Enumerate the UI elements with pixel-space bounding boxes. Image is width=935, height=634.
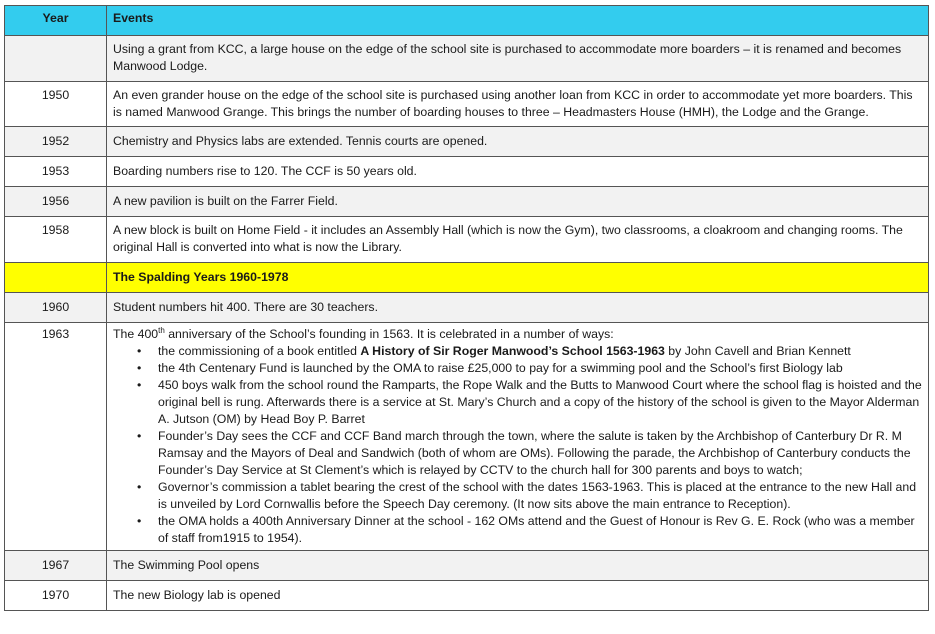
table-row xyxy=(5,127,929,157)
anniversary-intro: The 400th anniversary of the School’s founding in 1563. It is celebrated in a number of ways: xyxy=(113,325,614,341)
table-row xyxy=(5,36,929,82)
list-item: • Founder’s Day sees the CCF and CCF Band march through the town, where the salute is taken by the Archbishop of Canterbury Dr R. M Ramsay and the Mayors of Deal and Sandwich (both of whom are OMs). Following the parade, the Archbishop of Canterbury conducts the Founder’s Day Service at St Clement’s which is relayed by CCTV to the church hall for 300 parents and boys to watch; xyxy=(137,429,911,477)
events-cell: Chemistry and Physics labs are extended. Tennis courts are opened. xyxy=(107,127,929,157)
bullet-icon: • xyxy=(137,429,142,443)
list-item: • the 4th Centenary Fund is launched by the OMA to raise £25,000 to pay for a swimming pool and the School’s first Biology lab xyxy=(137,361,843,375)
table-header-row xyxy=(5,6,929,36)
year-cell xyxy=(5,263,107,293)
year-cell: 1967 xyxy=(5,551,107,581)
year-cell xyxy=(5,36,107,82)
year-cell: 1950 xyxy=(5,82,107,127)
era-heading-row xyxy=(5,263,929,293)
bullet-icon: • xyxy=(137,480,142,494)
list-item: • 450 boys walk from the school round the Ramparts, the Rope Walk and the Butts to Manwood Court where the school flag is hoisted and the original bell is rung. Afterwards there is a service at St. Mary’s Church and a copy of the history of the school is given to the Mayor Alderman A. Jutson (OM) by Head Boy P. Barret xyxy=(137,378,922,426)
table-row xyxy=(5,217,929,263)
celebration-list xyxy=(113,343,922,547)
table-row xyxy=(5,323,929,551)
events-cell: The Swimming Pool opens xyxy=(107,551,929,581)
table-row xyxy=(5,157,929,187)
events-cell: A new block is built on Home Field - it includes an Assembly Hall (which is now the Gym), two classrooms, a cloakroom and changing rooms. The original Hall is converted into what is now the Library. xyxy=(107,217,929,263)
events-cell: Boarding numbers rise to 120. The CCF is 50 years old. xyxy=(107,157,929,187)
list-item: • the commissioning of a book entitled A History of Sir Roger Manwood’s School 1563-1963 by John Cavell and Brian Kennett xyxy=(137,344,851,358)
year-cell: 1953 xyxy=(5,157,107,187)
events-cell: A new pavilion is built on the Farrer Field. xyxy=(107,187,929,217)
era-heading: The Spalding Years 1960-1978 xyxy=(107,263,929,293)
table-row xyxy=(5,581,929,611)
year-cell: 1956 xyxy=(5,187,107,217)
book-title: A History of Sir Roger Manwood’s School 1563-1963 xyxy=(360,344,665,358)
table-row xyxy=(5,551,929,581)
events-cell: Student numbers hit 400. There are 30 teachers. xyxy=(107,293,929,323)
events-column-header: Events xyxy=(107,6,929,36)
year-cell: 1960 xyxy=(5,293,107,323)
list-item: • the OMA holds a 400th Anniversary Dinner at the school - 162 OMs attend and the Guest of Honour is Rev G. E. Rock (who was a member of staff from1915 to 1954). xyxy=(137,514,915,545)
table-row xyxy=(5,82,929,127)
bullet-icon: • xyxy=(137,378,142,392)
bullet-icon: • xyxy=(137,344,142,358)
year-cell: 1963 xyxy=(5,323,107,551)
list-item: • Governor’s commission a tablet bearing the crest of the school with the dates 1563-1963. This is placed at the entrance to the new Hall and is unveiled by Lord Cornwallis before the Speech Day ceremony. (It now sits above the main entrance to Reception). xyxy=(137,480,917,511)
table-row xyxy=(5,187,929,217)
year-cell: 1958 xyxy=(5,217,107,263)
bullet-icon: • xyxy=(137,514,142,528)
events-cell: Using a grant from KCC, a large house on the edge of the school site is purchased to accommodate more boarders – it is renamed and becomes Manwood Lodge. xyxy=(107,36,929,82)
bullet-icon: • xyxy=(137,361,142,375)
year-column-header: Year xyxy=(5,6,107,36)
year-cell: 1970 xyxy=(5,581,107,611)
events-cell: The new Biology lab is opened xyxy=(107,581,929,611)
school-history-table xyxy=(4,5,929,611)
table-row xyxy=(5,293,929,323)
events-cell: An even grander house on the edge of the school site is purchased using another loan from KCC in order to accommodate yet more boarders. This is named Manwood Grange. This brings the number of boarding houses to three – Headmasters House (HMH), the Lodge and the Grange. xyxy=(107,82,929,127)
events-cell xyxy=(107,323,929,551)
year-cell: 1952 xyxy=(5,127,107,157)
